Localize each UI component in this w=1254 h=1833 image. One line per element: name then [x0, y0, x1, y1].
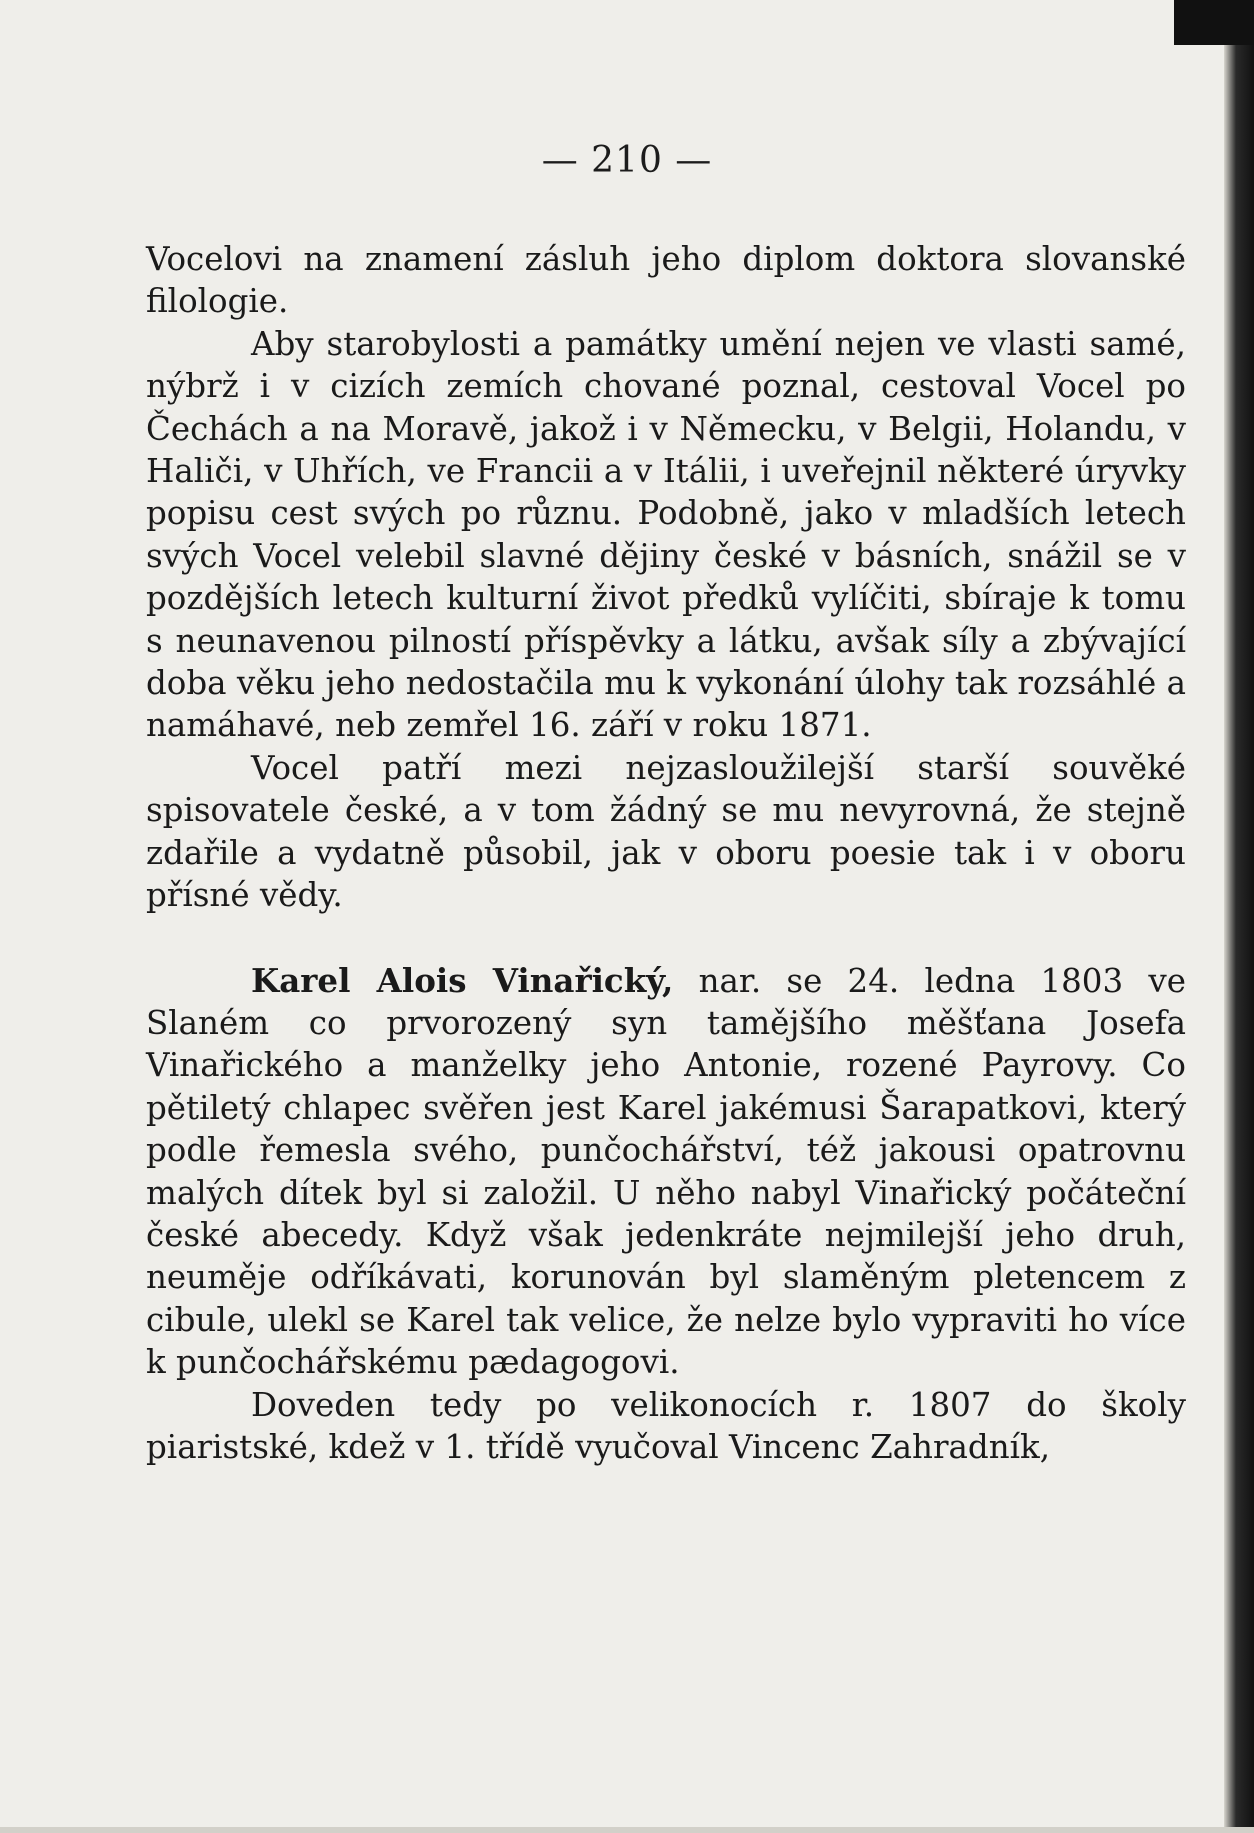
paragraph-4 — [146, 960, 1186, 1384]
body-text — [146, 238, 1186, 1468]
section-gap — [146, 917, 1186, 960]
page-bottom-edge — [0, 1827, 1254, 1833]
book-corner-shadow — [1174, 0, 1254, 45]
page-number: — 210 — — [541, 140, 713, 181]
paragraph-3: Vocel patří mezi nejzasloužilejší starší souvěké spisovatele české, a v tom žádný se mu nevyrovná, že stejně zdařile a vydatně působil, jak v oboru poesie tak i v oboru přísné vědy. — [146, 748, 1186, 915]
paragraph-1: Vocelovi na znamení zásluh jeho diplom doktora slovanské filologie. — [146, 240, 1186, 321]
person-name-heading: Karel Alois Vinařický, — [251, 960, 674, 1000]
book-edge-shadow — [1224, 0, 1254, 1833]
paragraph-4-text: nar. se 24. ledna 1803 ve Slaném co prvorozený syn tamějšího měšťana Josefa Vinařického a manželky jeho Antonie, rozené Payrovy. Co pětiletý chlapec svěřen jest Karel jakémusi Šarapatkovi, který podle řemesla svého, punčochářství, též jakousi opatrovnu malých dítek byl si založil. U něho nabyl Vinařický počáteční české abecedy. Když však jedenkráte nejmilejší jeho druh, neuměje odříkávati, korunován byl slaměným pletencem z cibule, ulekl se Karel tak velice, že nelze bylo vypraviti ho více k punčochářskému pædagogovi. — [146, 961, 1186, 1382]
paragraph-2: Aby starobylosti a památky umění nejen ve vlasti samé, nýbrž i v cizích zemích chované poznal, cestoval Vocel po Čechách a na Moravě, jakož i v Německu, v Belgii, Holandu, v Haliči, v Uhřích, ve Francii a v Itálii, i uveřejnil některé úryvky popisu cest svých po různu. Podobně, jako v mladších letech svých Vocel velebil slavné dějiny české v básních, snážil se v pozdějších letech kulturní život předků vylíčiti, sbíraje k tomu s neunavenou pilností příspěvky a látku, avšak síly a zbývající doba věku jeho nedostačila mu k vykonání úlohy tak rozsáhlé a namáhavé, neb zemřel 16. září v roku 1871. — [146, 324, 1186, 745]
paragraph-5: Doveden tedy po velikonocích r. 1807 do školy piaristské, kdež v 1. třídě vyučoval Vincenc Zahradník, — [146, 1385, 1186, 1466]
